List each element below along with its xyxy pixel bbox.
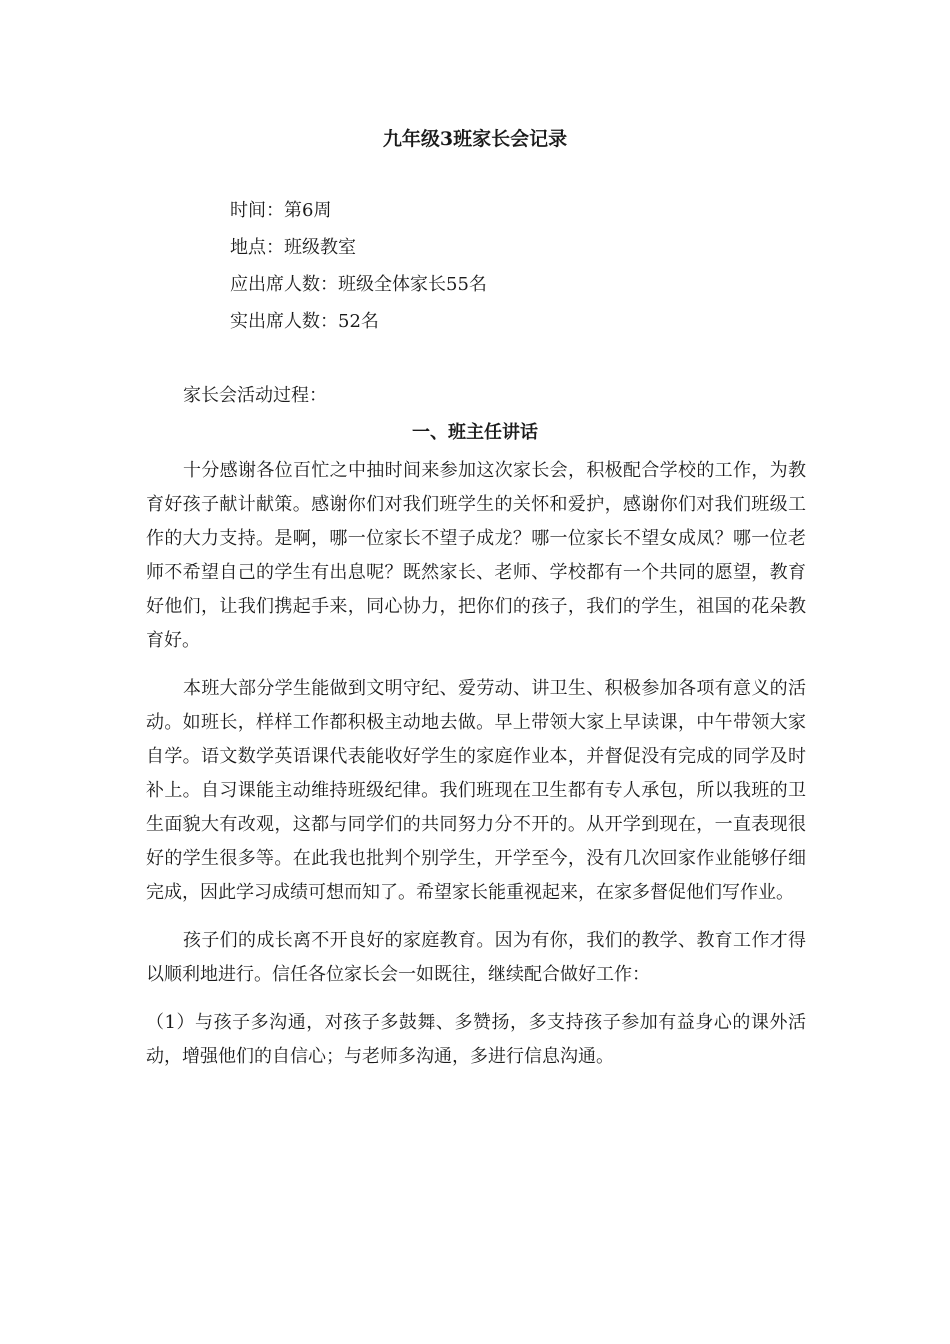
expected-attendance: 应出席人数：班级全体家长55名 [230,274,487,295]
meeting-time: 时间：第6周 [230,200,332,221]
meeting-info [230,198,487,346]
list-item-1: （1）与孩子多沟通，对孩子多鼓舞、多赞扬，多支持孩子参加有益身心的课外活动，增强他们的自信心；与老师多沟通，多进行信息沟通。 [146,1012,806,1067]
paragraph-opening: 十分感谢各位百忙之中抽时间来参加这次家长会，积极配合学校的工作，为教育好孩子献计献策。感谢你们对我们班学生的关怀和爱护，感谢你们对我们班级工作的大力支持。是啊，哪一位家长不望子成龙？哪一位家长不望女成凤？哪一位老师不希望自己的学生有出息呢？既然家长、老师、学校都有一个共同的愿望，教育好他们，让我们携起手来，同心协力，把你们的孩子，我们的学生，祖国的花朵教育好。 [146,460,806,651]
paragraph-family-education: 孩子们的成长离不开良好的家庭教育。因为有你，我们的教学、教育工作才得以顺利地进行。信任各位家长会一如既往，继续配合做好工作： [146,930,806,985]
actual-attendance: 实出席人数：52名 [230,311,379,332]
meeting-location: 地点：班级教室 [230,237,356,258]
paragraph-class-performance: 本班大部分学生能做到文明守纪、爱劳动、讲卫生、积极参加各项有意义的活动。如班长，样样工作都积极主动地去做。早上带领大家上早读课，中午带领大家自学。语文数学英语课代表能收好学生的家庭作业本，并督促没有完成的同学及时补上。自习课能主动维持班级纪律。我们班现在卫生都有专人承包，所以我班的卫生面貌大有改观，这都与同学们的共同努力分不开的。从开学到现在，一直表现很好的学生很多等。在此我也批判个别学生，开学至今，没有几次回家作业能够仔细完成，因此学习成绩可想而知了。希望家长能重视起来，在家多督促他们写作业。 [146,678,806,903]
process-label: 家长会活动过程： [183,385,327,406]
body-text [146,454,806,1088]
section-heading: 一、班主任讲话 [412,422,538,443]
document-title: 九年级3班家长会记录 [382,128,568,150]
